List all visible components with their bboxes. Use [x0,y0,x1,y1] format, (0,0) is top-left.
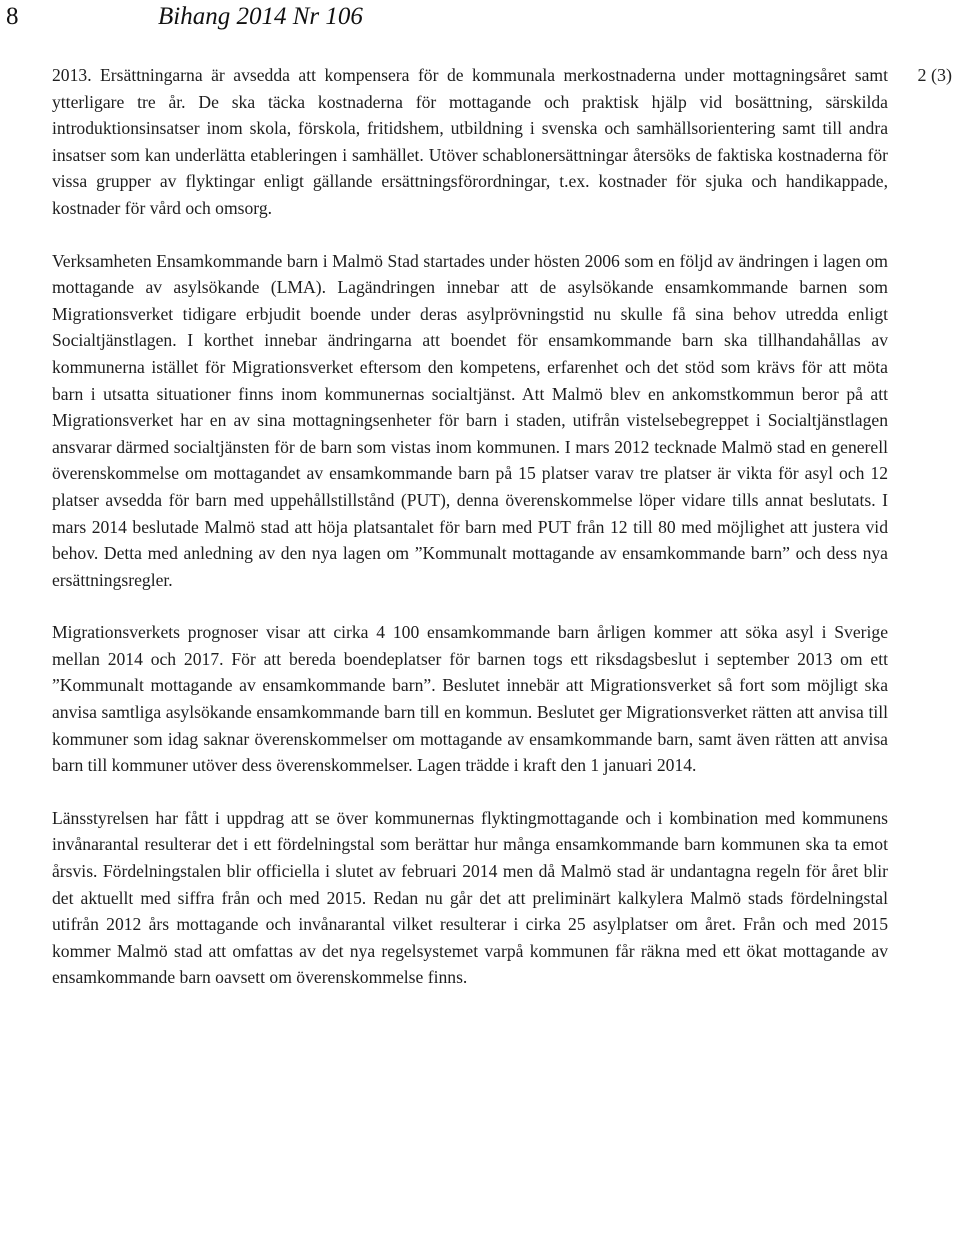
paragraph-county-board: Länsstyrelsen har fått i uppdrag att se över kommunernas flyktingmottagande och i kombination med kommunens invånarantal resulterar det i ett fördelningstal som berättar hur många ensamkommande barn kommunen ska ta emot årsvis. Fördelningstalen blir officiella i slutet av februari 2014 men då Malmö stad är undantagna regeln för året blir det aktuellt med siffra från och med 2015. Redan nu går det att preliminärt kalkylera Malmö stads fördelningstal utifrån 2012 års mottagande och invånarantal vilket resulterar i cirka 25 asylplatser om året. Från och med 2015 kommer Malmö stad att omfattas av det nya regelsystemet varpå kommunen får räkna med ett ökat mottagande av ensamkommande barn oavsett om överenskommelse finns. [52,807,888,988]
page-count-marker: 2 (3) [917,65,952,85]
paragraph-migration-forecast: Migrationsverkets prognoser visar att cirka 4 100 ensamkommande barn årligen kommer att söka asyl i Sverige mellan 2014 och 2017. För att bereda boendeplatser för barnen togs ett riksdagsbeslut i september 2013 om ett ”Kommunalt mottagande av ensamkommande barn”. Beslutet innebär att Migrationsverket så fort som möjligt ska anvisa samtliga asylsökande ensamkommande barn till en kommun. Beslutet ger Migrationsverket rätten att anvisa till kommuner som idag saknar överenskommelser om mottagande av ensamkommande barn, samt även rätten att anvisa barn till kommuner utöver dess överenskommelser. Lagen trädde i kraft den 1 januari 2014. [52,622,888,776]
running-title: Bihang 2014 Nr 106 [158,3,363,30]
paragraph-malmo-operations: Verksamheten Ensamkommande barn i Malmö Stad startades under hösten 2006 som en följd av ändringen i lagen om mottagande av asylsökande (LMA). Lagändringen innebar att de asylsökande ensamkommande barnen som Migrationsverket tidigare erbjudit boende under deras asylprövningstid nu skulle få sina behov utredda enligt Socialtjänstlagen. I korthet innebar ändringarna att boendet för ensamkommande barn ska tillhandahållas av kommunerna istället för Migrationsverket eftersom den kompetens, erfarenhet och det stöd som krävs för att möta barn i utsatta situationer finns inom kommunernas socialtjänst. Att Malmö blev en ankomstkommun beror på att Migrationsverket har en av sina mottagningsenheter för barn i staden, utifrån vistelsebegreppet i Socialtjänstlagen ansvarar därmed socialtjänsten för de barn som vistas inom kommunen. I mars 2012 tecknade Malmö stad en generell överenskommelse om mottagandet av ensamkommande barn på 15 platser varav tre platser är vikta för asyl och 12 platser avsedda för barn med uppehållstillstånd (PUT), denna överenskommelse löper vidare tills annat beslutats. I mars 2014 beslutade Malmö stad att höja platsantalet för barn med PUT från 12 till 80 med möjlighet att justera vid behov. Detta med anledning av den nya lagen om ”Kommunalt mottagande av ensamkommande barn” och dess nya ersättningsregler. [52,250,888,590]
document-body [52,62,888,991]
page-number: 8 [6,3,19,30]
page-header [0,0,960,34]
paragraph-compensation: 2013. Ersättningarna är avsedda att kompensera för de kommunala merkostnaderna under mottagningsåret samt ytterligare tre år. De ska täcka kostnaderna för mottagande och praktisk hjälp vid bosättning, särskilda introduktionsinsatser inom skola, förskola, fritidshem, utbildning i svenska och samhällsorientering samt till andra insatser som kan underlätta etableringen i samhället. Utöver schablonersättningar återsöks de faktiska kostnaderna för vissa grupper av flyktingar enligt gällande ersättningsförordningar, t.ex. kostnader för sjuka och handikappade, kostnader för vård och omsorg. [52,65,888,218]
